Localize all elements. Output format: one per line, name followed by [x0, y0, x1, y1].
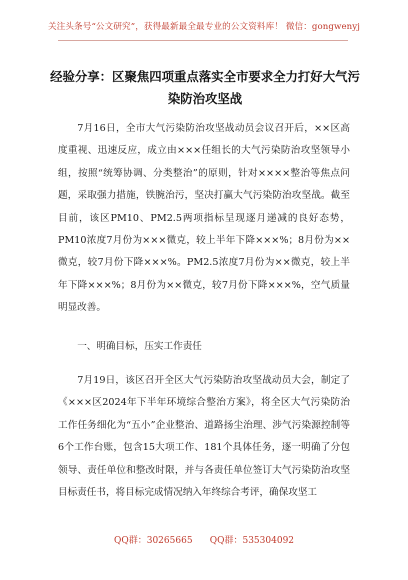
footer-qq-groups [0, 533, 408, 546]
paragraph-section-1: 7月19日，该区召开全区大气污染防治攻坚战动员大会，制定了《×××区2024年下半年环境综合整治方案》，将全区大气污染防治工作任务细化为“五小”企业整治、道路扬尘治理、涉气污染源控制等6个工作台账，包含15大项工作、181个具体任务，逐一明确了分包领导、责任单位和整改时限，并与各责任单位签订大气污染防治攻坚目标责任书，将目标完成情况纳入年终综合考评，确保攻坚工 [58, 375, 350, 499]
document-title-line-1: 经验分享：区聚焦四项重点落实全市要求全力打好大气污 [50, 69, 360, 84]
document-title-line-2: 染防治攻坚战 [167, 91, 243, 106]
document-title [50, 66, 360, 110]
document-body [58, 118, 350, 505]
section-heading-1: 一、明确目标，压实工作责任 [77, 340, 202, 352]
paragraph-intro: 7月16日，全市大气污染防治攻坚战动员会议召开后，××区高度重视、迅速反应，成立由×××任组长的大气污染防治攻坚领导小组，按照“统筹协调、分类整治”的原则，针对××××整治等焦点问题，采取强力措施，铁腕治污，坚决打赢大气污染防治攻坚战。截至目前，该区PM10、PM2.5两项指标呈现逐月递减的良好态势，PM10浓度7月份为×××微克，较上半年下降×××%；8月份为××微克，较7月份下降×××%。PM2.5浓度7月份为××微克，较上半年下降×××%；8月份为××微克，较7月份下降×××%，空气质量明显改善。 [58, 123, 350, 314]
footer-qq2-label: QQ群： [209, 536, 243, 546]
header-banner: 关注头条号“公文研究”，获得最新最全最专业的公文资料库！ 微信：gongwenyj [47, 22, 361, 32]
footer-qq1-value: 30265665 [146, 536, 193, 546]
footer-qq2-value: 535304092 [242, 536, 295, 546]
header-divider [58, 40, 348, 41]
footer-qq1-label: QQ群： [113, 536, 147, 546]
